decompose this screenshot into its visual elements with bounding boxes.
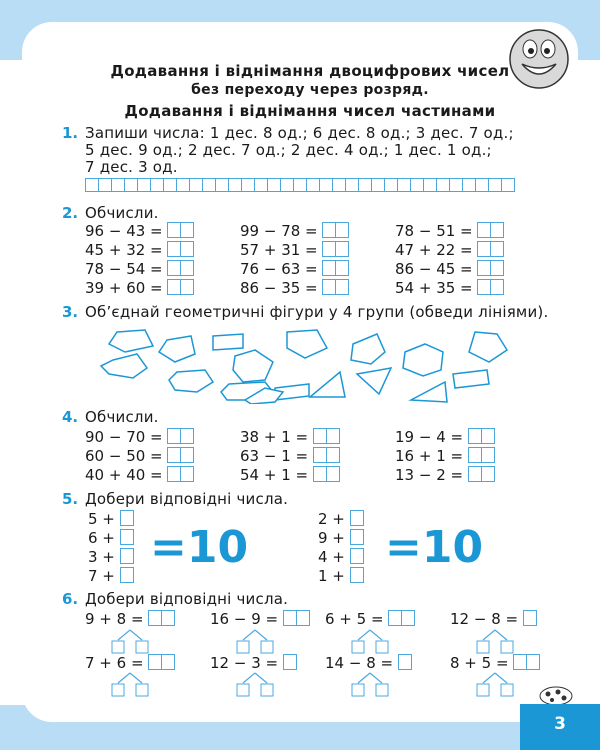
answer-box[interactable] [468, 447, 482, 463]
answer-box[interactable] [482, 447, 495, 463]
answer-cell[interactable] [488, 178, 502, 192]
answer-box[interactable] [513, 654, 527, 670]
geometric-shapes[interactable] [95, 322, 535, 404]
page-number: 3 [520, 704, 600, 750]
answer-box[interactable] [336, 222, 349, 238]
shape-triangle [411, 382, 447, 402]
expression-text: 16 + 1 = [395, 447, 464, 465]
answer-box[interactable] [468, 428, 482, 444]
answer-cell[interactable] [163, 178, 177, 192]
decomposition-bracket[interactable] [235, 628, 275, 656]
answer-box[interactable] [322, 279, 336, 295]
expression-text: 12 − 3 = [210, 654, 279, 672]
task-6-text: Добери відповідні числа. [85, 590, 289, 608]
task-3-number: 3. [62, 303, 79, 321]
task-4-expression [395, 466, 495, 484]
answer-cell[interactable] [98, 178, 112, 192]
expression-text: 6 + 5 = [325, 610, 384, 628]
task-2-expression [395, 260, 504, 278]
answer-box[interactable] [167, 279, 181, 295]
expression-text: 76 − 63 = [240, 260, 318, 278]
task-2-expression [85, 241, 194, 259]
answer-box[interactable] [167, 466, 181, 482]
answer-box[interactable] [322, 222, 336, 238]
decomposition-bracket[interactable] [475, 628, 515, 656]
decomposition-bracket[interactable] [110, 628, 150, 656]
answer-box[interactable] [477, 279, 491, 295]
answer-cell[interactable] [423, 178, 437, 192]
answer-box[interactable] [350, 529, 364, 545]
answer-box[interactable] [477, 260, 491, 276]
answer-cell[interactable] [345, 178, 359, 192]
task-2-text: Обчисли. [85, 204, 159, 222]
expression-text: 38 + 1 = [240, 428, 309, 446]
task-6-expression [210, 654, 297, 672]
shape-pentagon [351, 334, 385, 364]
answer-cell[interactable] [449, 178, 463, 192]
answer-cell[interactable] [280, 178, 294, 192]
task-4-text: Обчисли. [85, 408, 159, 426]
answer-box[interactable] [148, 610, 162, 626]
decomposition-bracket[interactable] [110, 671, 150, 699]
expression-text: 78 − 51 = [395, 222, 473, 240]
answer-cell[interactable] [137, 178, 151, 192]
task-2-expression [85, 260, 194, 278]
answer-box[interactable] [167, 447, 181, 463]
answer-box[interactable] [322, 241, 336, 257]
expression-text: 13 − 2 = [395, 466, 464, 484]
task-5-right-expression [318, 510, 364, 528]
shape-pentagon [287, 330, 327, 358]
task-1-number: 1. [62, 124, 79, 142]
answer-box[interactable] [181, 466, 194, 482]
task-5-left-expression [88, 567, 134, 585]
answer-box[interactable] [336, 279, 349, 295]
shape-hexagon [101, 354, 147, 378]
answer-box[interactable] [468, 466, 482, 482]
expression-text: 99 − 78 = [240, 222, 318, 240]
answer-box[interactable] [350, 510, 364, 526]
task-4-expression [240, 466, 340, 484]
expression-text: 4 + [318, 548, 345, 566]
answer-box[interactable] [313, 447, 327, 463]
answer-box[interactable] [297, 610, 310, 626]
expression-text: 39 + 60 = [85, 279, 163, 297]
task-5-left-expression [88, 510, 134, 528]
task-2-expression [240, 241, 349, 259]
answer-cell[interactable] [306, 178, 320, 192]
task-2-expression [85, 222, 194, 240]
ladybug-icon [536, 680, 576, 706]
answer-box[interactable] [120, 510, 134, 526]
answer-box[interactable] [477, 241, 491, 257]
answer-box[interactable] [388, 610, 402, 626]
task-6-expression [85, 654, 175, 672]
task-6-expression [450, 610, 537, 628]
task-2-expression [85, 279, 194, 297]
title-line-2: без переходу через розряд. [191, 82, 429, 98]
answer-cell[interactable] [384, 178, 398, 192]
answer-cell[interactable] [358, 178, 372, 192]
task-4-expression [85, 447, 194, 465]
task-4-expression [240, 447, 340, 465]
title-line-3: Додавання і віднімання чисел частинами [124, 102, 496, 120]
expression-text: 7 + 6 = [85, 654, 144, 672]
expression-text: 90 − 70 = [85, 428, 163, 446]
expression-text: 54 + 1 = [240, 466, 309, 484]
equals-ten-left: =10 [150, 522, 249, 573]
answer-cell[interactable] [475, 178, 489, 192]
expression-text: 7 + [88, 567, 115, 585]
answer-box[interactable] [336, 260, 349, 276]
expression-text: 47 + 22 = [395, 241, 473, 259]
task-1-line-1: Запиши числа: 1 дес. 8 од.; 6 дес. 8 од.; 3 дес. 7 од.; [85, 124, 514, 142]
answer-box[interactable] [148, 654, 162, 670]
shape-rectangle [213, 334, 243, 350]
task-2-number: 2. [62, 204, 79, 222]
shape-triangle [310, 372, 345, 397]
task-4-number: 4. [62, 408, 79, 426]
answer-box[interactable] [181, 260, 194, 276]
expression-text: 2 + [318, 510, 345, 528]
expression-text: 16 − 9 = [210, 610, 279, 628]
answer-box[interactable] [283, 610, 297, 626]
task-5-right-expression [318, 529, 364, 547]
shape-pentagon [159, 336, 195, 362]
task-4-expression [395, 447, 495, 465]
answer-box[interactable] [181, 279, 194, 295]
answer-box[interactable] [336, 241, 349, 257]
expression-text: 78 − 54 = [85, 260, 163, 278]
answer-cell[interactable] [332, 178, 346, 192]
expression-text: 57 + 31 = [240, 241, 318, 259]
answer-cell[interactable] [436, 178, 450, 192]
answer-box[interactable] [313, 428, 327, 444]
answer-box[interactable] [482, 428, 495, 444]
answer-box[interactable] [167, 222, 181, 238]
answer-cell[interactable] [371, 178, 385, 192]
expression-text: 14 − 8 = [325, 654, 394, 672]
expression-text: 60 − 50 = [85, 447, 163, 465]
expression-text: 40 + 40 = [85, 466, 163, 484]
answer-box[interactable] [162, 610, 175, 626]
answer-box[interactable] [322, 260, 336, 276]
shape-hexagon [233, 350, 273, 382]
answer-cell[interactable] [85, 178, 99, 192]
shape-hexagon [169, 370, 213, 392]
answer-box[interactable] [313, 466, 327, 482]
smiley-icon [508, 28, 570, 90]
task-4-expression [85, 466, 194, 484]
task-2-expression [240, 279, 349, 297]
task-6-expression [325, 610, 415, 628]
expression-text: 54 + 35 = [395, 279, 473, 297]
task-5-right-expression [318, 567, 364, 585]
answer-cell[interactable] [202, 178, 216, 192]
expression-text: 19 − 4 = [395, 428, 464, 446]
answer-box[interactable] [181, 241, 194, 257]
answer-box[interactable] [477, 222, 491, 238]
expression-text: 96 − 43 = [85, 222, 163, 240]
answer-cell[interactable] [410, 178, 424, 192]
shape-triangle [357, 368, 391, 394]
task-5-number: 5. [62, 490, 79, 508]
task-6-number: 6. [62, 590, 79, 608]
answer-box[interactable] [523, 610, 537, 626]
expression-text: 8 + 5 = [450, 654, 509, 672]
answer-box[interactable] [491, 222, 504, 238]
answer-cell[interactable] [462, 178, 476, 192]
shape-pentagon [469, 332, 507, 362]
answer-box[interactable] [527, 654, 540, 670]
expression-text: 5 + [88, 510, 115, 528]
task-4-expression [240, 428, 340, 446]
answer-cell[interactable] [293, 178, 307, 192]
task-6-expression [210, 610, 310, 628]
answer-cell[interactable] [241, 178, 255, 192]
task-3-text: Об’єднай геометричні фігури у 4 групи (обведи лініями). [85, 303, 549, 321]
answer-cell[interactable] [228, 178, 242, 192]
answer-box[interactable] [120, 567, 134, 583]
answer-box[interactable] [491, 279, 504, 295]
answer-box[interactable] [167, 428, 181, 444]
answer-box[interactable] [491, 260, 504, 276]
answer-box[interactable] [398, 654, 412, 670]
task-5-text: Добери відповідні числа. [85, 490, 289, 508]
answer-box[interactable] [327, 428, 340, 444]
answer-box[interactable] [162, 654, 175, 670]
answer-cell[interactable] [111, 178, 125, 192]
expression-text: 12 − 8 = [450, 610, 519, 628]
task-2-expression [395, 241, 504, 259]
expression-text: 6 + [88, 529, 115, 547]
shape-rectangle [453, 370, 489, 388]
task-5-left-expression [88, 529, 134, 547]
task-1-answer-cells[interactable] [85, 178, 514, 192]
answer-cell[interactable] [215, 178, 229, 192]
task-1-line-2: 5 дес. 9 од.; 2 дес. 7 од.; 2 дес. 4 од.; 1 дес. 1 од.; [85, 141, 492, 159]
equals-ten-right: =10 [385, 522, 484, 573]
answer-cell[interactable] [319, 178, 333, 192]
answer-box[interactable] [167, 260, 181, 276]
task-6-expression [450, 654, 540, 672]
answer-box[interactable] [402, 610, 415, 626]
answer-box[interactable] [120, 529, 134, 545]
task-6-expression [325, 654, 412, 672]
answer-box[interactable] [120, 548, 134, 564]
answer-box[interactable] [181, 428, 194, 444]
answer-cell[interactable] [176, 178, 190, 192]
task-5-left-expression [88, 548, 134, 566]
task-5-right-expression [318, 548, 364, 566]
answer-cell[interactable] [254, 178, 268, 192]
task-1-line-3: 7 дес. 3 од. [85, 158, 178, 176]
answer-box[interactable] [181, 222, 194, 238]
decomposition-bracket[interactable] [235, 671, 275, 699]
task-6-expression [85, 610, 175, 628]
expression-text: 86 − 35 = [240, 279, 318, 297]
answer-box[interactable] [327, 466, 340, 482]
shape-hexagon [403, 344, 443, 376]
expression-text: 9 + 8 = [85, 610, 144, 628]
task-2-expression [395, 279, 504, 297]
expression-text: 45 + 32 = [85, 241, 163, 259]
answer-cell[interactable] [267, 178, 281, 192]
task-2-expression [240, 222, 349, 240]
answer-box[interactable] [327, 447, 340, 463]
title-line-1: Додавання і віднімання двоцифрових чисел [110, 62, 510, 80]
decomposition-bracket[interactable] [475, 671, 515, 699]
expression-text: 86 − 45 = [395, 260, 473, 278]
answer-box[interactable] [482, 466, 495, 482]
task-4-expression [85, 428, 194, 446]
answer-cell[interactable] [150, 178, 164, 192]
decomposition-bracket[interactable] [350, 628, 390, 656]
answer-box[interactable] [181, 447, 194, 463]
task-2-expression [395, 222, 504, 240]
expression-text: 9 + [318, 529, 345, 547]
expression-text: 1 + [318, 567, 345, 585]
expression-text: 63 − 1 = [240, 447, 309, 465]
answer-box[interactable] [491, 241, 504, 257]
answer-cell[interactable] [397, 178, 411, 192]
answer-box[interactable] [350, 548, 364, 564]
task-4-expression [395, 428, 495, 446]
answer-box[interactable] [350, 567, 364, 583]
answer-cell[interactable] [501, 178, 515, 192]
shape-pentagon [109, 330, 153, 352]
expression-text: 3 + [88, 548, 115, 566]
answer-box[interactable] [283, 654, 297, 670]
answer-box[interactable] [167, 241, 181, 257]
decomposition-bracket[interactable] [350, 671, 390, 699]
answer-cell[interactable] [189, 178, 203, 192]
answer-cell[interactable] [124, 178, 138, 192]
task-2-expression [240, 260, 349, 278]
